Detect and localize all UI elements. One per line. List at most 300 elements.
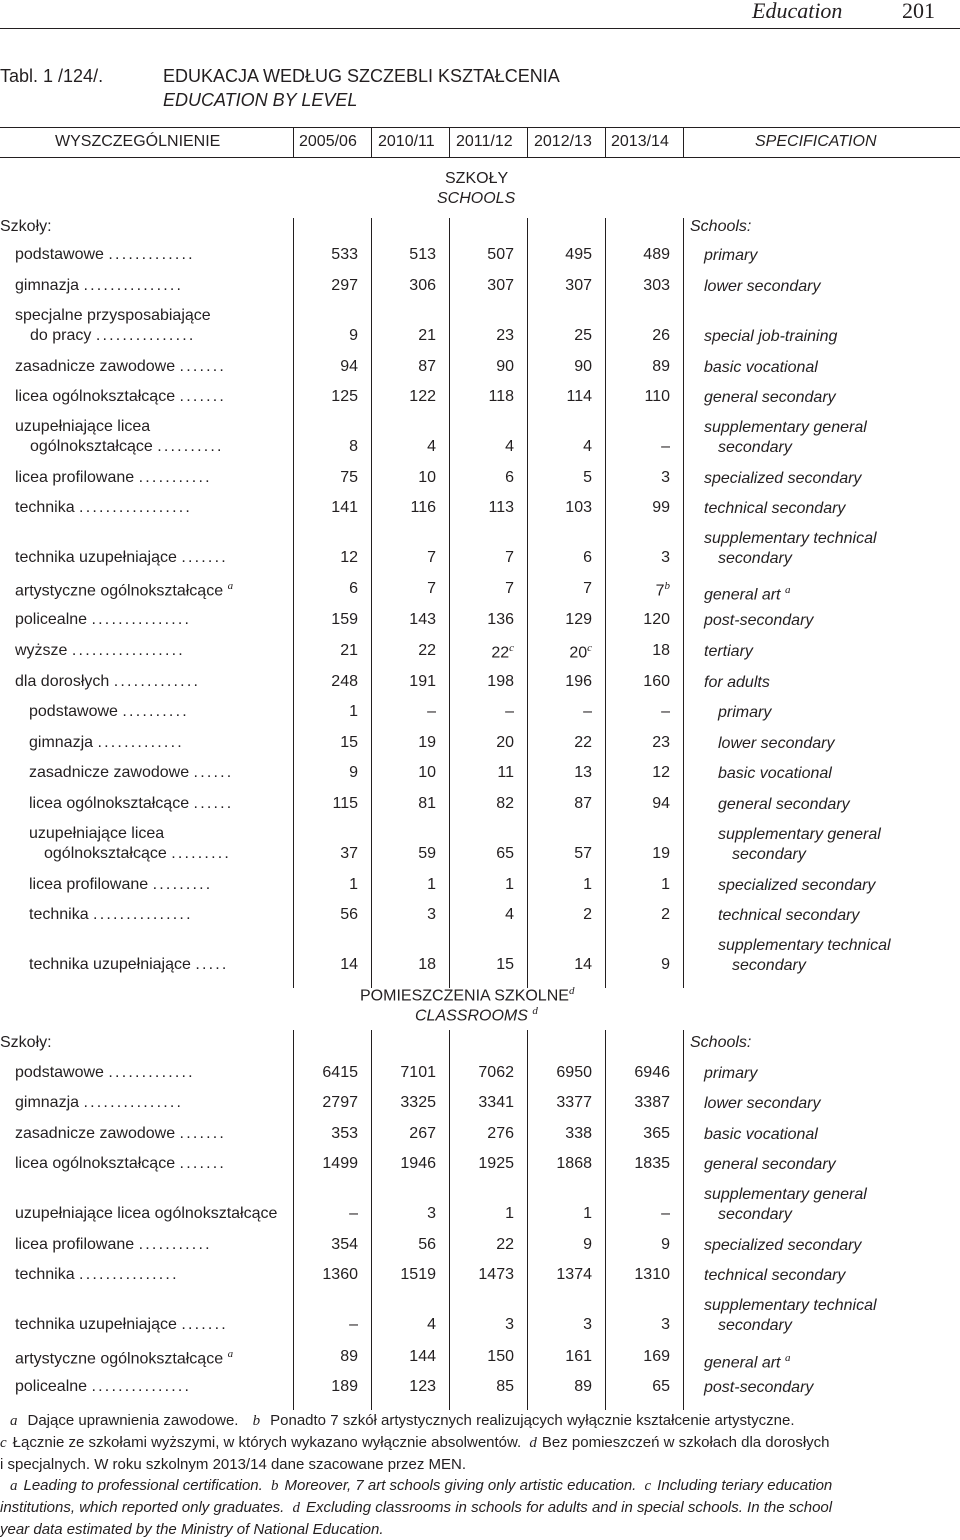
row-label-en-text: primary	[704, 247, 758, 264]
table-cell	[288, 549, 358, 567]
row-label-pl	[15, 1125, 226, 1143]
cell-value: 143	[409, 611, 436, 628]
cell-value: 13	[574, 764, 592, 781]
cell-value: 6	[583, 549, 592, 566]
section2-heading-pl-text: POMIESZCZENIA SZKOLNE	[360, 987, 569, 1005]
table-cell	[366, 764, 436, 782]
row-label-en	[704, 1064, 757, 1084]
cell-value: 6415	[322, 1064, 358, 1081]
row-label-en-text: general art	[704, 586, 781, 604]
table-cell	[600, 358, 670, 376]
cell-value: 489	[643, 246, 670, 263]
cell-value: 7	[655, 582, 665, 600]
table-cell	[366, 1378, 436, 1396]
row-label-pl	[29, 876, 212, 894]
cell-value: 1519	[400, 1266, 436, 1283]
table-cell	[444, 764, 514, 782]
row-label-en	[732, 845, 806, 865]
table-cell	[444, 703, 514, 721]
row-label-pl	[15, 246, 195, 264]
cell-value: 159	[331, 611, 358, 628]
column-divider	[683, 218, 684, 988]
table-cell	[366, 876, 436, 894]
row-label-pl: uzupełniające licea	[15, 418, 151, 435]
cell-value: 18	[652, 642, 670, 659]
leader-dots: .......	[179, 388, 227, 405]
cell-value: 306	[409, 277, 436, 294]
row-label-text: zasadnicze zawodowe	[29, 764, 190, 781]
cell-value: 6	[505, 469, 514, 486]
cell-value: 353	[331, 1125, 358, 1142]
table-cell	[444, 956, 514, 974]
cell-value: 297	[331, 277, 358, 294]
cell-value: 1	[349, 703, 358, 720]
section2-heading-pl	[360, 985, 574, 1005]
section2-heading-en	[415, 1005, 538, 1025]
cell-value: 15	[496, 956, 514, 973]
row-label-text: technika uzupełniające	[15, 1316, 177, 1333]
table-cell	[600, 764, 670, 782]
table-cell	[288, 876, 358, 894]
row-label-en	[704, 1348, 790, 1373]
row-label-text: podstawowe	[15, 1064, 104, 1081]
table-cell	[288, 438, 358, 456]
row-label-pl	[15, 1155, 226, 1173]
leader-dots: .............	[113, 673, 201, 690]
row-label-en	[704, 277, 821, 297]
cell-value: 1473	[478, 1266, 514, 1283]
row-label-pl	[15, 358, 226, 376]
table-cell	[600, 549, 670, 567]
table-cell	[366, 1094, 436, 1112]
row-label-en	[704, 1094, 821, 1114]
row-label-pl	[29, 764, 233, 782]
cell-value: 276	[487, 1125, 514, 1142]
leader-dots: .......	[179, 358, 227, 375]
table-cell	[366, 642, 436, 660]
cell-value: 307	[565, 277, 592, 294]
cell-value: 89	[574, 1378, 592, 1395]
table-cell	[522, 876, 592, 894]
table-cell	[444, 845, 514, 863]
row-label-text: uzupełniające licea ogólnokształcące	[15, 1205, 278, 1222]
row-label-en	[718, 1205, 792, 1225]
table-cell	[444, 795, 514, 813]
row-label-en: supplementary technical	[704, 530, 877, 547]
cell-value: 94	[340, 358, 358, 375]
cell-value: 3325	[400, 1094, 436, 1111]
table-cell	[600, 1348, 670, 1366]
table-cell	[600, 1266, 670, 1284]
row-label-pl	[30, 438, 224, 456]
table-cell	[366, 327, 436, 345]
row-label-pl	[44, 845, 231, 863]
table-cell	[522, 764, 592, 782]
table-cell	[288, 956, 358, 974]
row-label-en: supplementary general	[704, 1186, 867, 1203]
cell-value: 1	[661, 876, 670, 893]
table-cell	[522, 906, 592, 924]
table-cell	[522, 1266, 592, 1284]
table-cell	[600, 469, 670, 487]
table-cell	[288, 358, 358, 376]
cell-value: 22	[418, 642, 436, 659]
row-label-pl	[15, 1064, 195, 1082]
row-label-pl	[15, 549, 228, 567]
cell-value: 1	[505, 876, 514, 893]
cell-value: 1360	[322, 1266, 358, 1283]
cell-value: 267	[409, 1125, 436, 1142]
cell-value: 26	[652, 327, 670, 344]
row-label-en-text: technical secondary	[704, 500, 846, 517]
cell-value: 10	[418, 764, 436, 781]
row-label-text: zasadnicze zawodowe	[15, 1125, 176, 1142]
cell-value: 37	[340, 845, 358, 862]
row-label-en-text: specialized secondary	[704, 1237, 862, 1254]
table-cell	[444, 1155, 514, 1173]
cell-value: 9	[349, 764, 358, 781]
cell-value: 196	[565, 673, 592, 690]
table-cell	[366, 469, 436, 487]
row-label-en	[704, 642, 753, 662]
cell-value: –	[349, 1205, 358, 1222]
table-cell	[366, 795, 436, 813]
table-cell	[522, 1125, 592, 1143]
table-cell	[288, 388, 358, 406]
table-cell	[522, 1094, 592, 1112]
cell-value: 169	[643, 1348, 670, 1365]
footnote-letter: c	[0, 1435, 7, 1451]
row-label-en	[704, 1236, 861, 1256]
table-cell	[522, 327, 592, 345]
row-label-pl	[15, 499, 192, 517]
row-label-text: technika uzupełniające	[15, 549, 177, 566]
row-label-en	[718, 734, 835, 754]
footnote-letter: d	[529, 1435, 537, 1451]
cell-value: 94	[652, 795, 670, 812]
cell-value: 59	[418, 845, 436, 862]
table-cell	[444, 673, 514, 691]
table-cell	[444, 642, 514, 662]
column-divider	[293, 127, 294, 157]
cell-value: 10	[418, 469, 436, 486]
row-label-text: gimnazja	[15, 1094, 80, 1111]
footnote-ref: a	[227, 580, 234, 592]
table-cell	[288, 1266, 358, 1284]
cell-value: 12	[652, 764, 670, 781]
row-label-en-text: specialized secondary	[704, 470, 862, 487]
row-label-en-text: post-secondary	[704, 612, 814, 629]
table-cell	[366, 1266, 436, 1284]
cell-value: 1	[583, 876, 592, 893]
row-label-text: policealne	[15, 611, 88, 628]
table-cell	[522, 1236, 592, 1254]
cell-value: 7	[427, 549, 436, 566]
row-label-en-text: primary	[718, 704, 772, 721]
table-cell	[366, 388, 436, 406]
row-label-text: technika	[15, 1266, 75, 1283]
row-label-text: do pracy	[30, 327, 92, 344]
row-label-text: gimnazja	[29, 734, 94, 751]
cell-value: 9	[661, 1236, 670, 1253]
row-label-en-text: secondary	[732, 846, 806, 863]
leader-dots: ...............	[91, 611, 192, 628]
cell-value: 15	[340, 734, 358, 751]
cell-value: 513	[409, 246, 436, 263]
cell-value: 103	[565, 499, 592, 516]
cell-value: 2797	[322, 1094, 358, 1111]
leader-dots: .................	[71, 642, 185, 659]
cell-value: 14	[340, 956, 358, 973]
cell-value: 3	[661, 549, 670, 566]
cell-value: 307	[487, 277, 514, 294]
table-cell	[444, 1378, 514, 1396]
row-label-en	[718, 549, 792, 569]
table-cell	[600, 1064, 670, 1082]
cell-value: 22	[574, 734, 592, 751]
row-label-text: licea profilowane	[15, 469, 135, 486]
cell-value: 3	[427, 906, 436, 923]
row-label-en-text: basic vocational	[704, 359, 818, 376]
table-cell	[288, 1155, 358, 1173]
cell-value: 4	[427, 1316, 436, 1333]
table-cell	[444, 1348, 514, 1366]
leader-dots: ...........	[138, 469, 212, 486]
cell-value: 4	[505, 438, 514, 455]
group-label-pl: Szkoły:	[0, 1034, 52, 1051]
cell-value: 3387	[634, 1094, 670, 1111]
cell-value: 3	[661, 469, 670, 486]
cell-value: 18	[418, 956, 436, 973]
cell-value: 21	[340, 642, 358, 659]
cell-value: 56	[340, 906, 358, 923]
cell-value: 20	[569, 644, 588, 662]
table-cell	[522, 1316, 592, 1334]
row-label-en	[704, 388, 836, 408]
cell-value: 125	[331, 388, 358, 405]
cell-value: 1499	[322, 1155, 358, 1172]
row-label-en	[704, 611, 813, 631]
footnotes-pl	[0, 1410, 960, 1475]
row-label-text: licea ogólnokształcące	[15, 388, 176, 405]
row-label-en-text: lower secondary	[718, 735, 835, 752]
cell-value: 160	[643, 673, 670, 690]
table-cell	[600, 703, 670, 721]
column-header-top-rule	[0, 127, 960, 128]
row-label-pl	[15, 1266, 179, 1284]
row-label-pl	[29, 795, 233, 813]
table-cell	[600, 1155, 670, 1173]
table-cell	[366, 1125, 436, 1143]
cell-value: 7	[583, 580, 592, 597]
table-cell	[444, 1094, 514, 1112]
row-label-text: zasadnicze zawodowe	[15, 358, 176, 375]
cell-value: 1	[505, 1205, 514, 1222]
cell-value: 248	[331, 673, 358, 690]
cell-value: 365	[643, 1125, 670, 1142]
cell-value: 115	[332, 795, 358, 812]
cell-value: 14	[574, 956, 592, 973]
table-cell	[600, 1316, 670, 1334]
cell-value: 57	[574, 845, 592, 862]
table-cell	[444, 549, 514, 567]
row-label-pl	[15, 642, 185, 660]
footnote-ref: c	[587, 642, 592, 654]
table-cell	[366, 580, 436, 598]
leader-dots: ...........	[138, 1236, 212, 1253]
footnote-d-en: Excluding classrooms in schools for adults and in special schools. In the school	[306, 1499, 833, 1516]
cell-value: 1374	[556, 1266, 592, 1283]
table-cell	[522, 611, 592, 629]
table-cell	[522, 673, 592, 691]
cell-value: 65	[496, 845, 514, 862]
row-label-en-text: general secondary	[704, 1156, 836, 1173]
row-label-text: wyższe	[15, 642, 68, 659]
table-cell	[366, 438, 436, 456]
column-header-year: 2005/06	[299, 133, 357, 150]
table-cell	[366, 734, 436, 752]
table-cell	[522, 703, 592, 721]
footnote-b-pl: Ponadto 7 szkół artystycznych realizujących wyłącznie kształcenie artystyczne.	[270, 1412, 795, 1429]
row-label-text: gimnazja	[15, 277, 80, 294]
leader-dots: .............	[108, 1064, 195, 1081]
cell-value: 7	[427, 580, 436, 597]
footnote-c-en-cont: institutions, which reported only graduates.	[0, 1499, 285, 1516]
cell-value: 87	[574, 795, 592, 812]
row-label-en: supplementary general	[718, 826, 881, 843]
cell-value: 144	[409, 1348, 436, 1365]
footnote-a-en: Leading to professional certification.	[23, 1477, 263, 1494]
table-cell	[522, 438, 592, 456]
table-cell	[366, 673, 436, 691]
row-label-pl	[15, 388, 226, 406]
row-label-en-text: tertiary	[704, 643, 753, 660]
leader-dots: .................	[79, 499, 193, 516]
cell-value: 129	[565, 611, 592, 628]
table-cell	[366, 1064, 436, 1082]
row-label-text: licea profilowane	[29, 876, 149, 893]
leader-dots: ..........	[122, 703, 189, 720]
row-label-en-text: lower secondary	[704, 278, 821, 295]
cell-value: 90	[496, 358, 514, 375]
footnote-d-en-cont: year data estimated by the Ministry of National Education.	[0, 1521, 384, 1538]
table-cell	[288, 642, 358, 660]
row-label-en-text: secondary	[718, 1317, 792, 1334]
row-label-en: supplementary technical	[718, 937, 891, 954]
row-label-pl	[15, 673, 200, 691]
row-label-en-text: specialized secondary	[718, 877, 876, 894]
table-cell	[600, 246, 670, 264]
group-label-en: Schools:	[690, 218, 752, 235]
cell-value: 198	[487, 673, 514, 690]
row-label-en	[704, 327, 837, 347]
table-cell	[444, 1064, 514, 1082]
row-label-pl	[15, 1094, 183, 1112]
table-cell	[444, 499, 514, 517]
table-cell	[600, 642, 670, 660]
table-cell	[522, 499, 592, 517]
row-label-text: policealne	[15, 1378, 88, 1395]
table-cell	[288, 906, 358, 924]
table-cell	[288, 795, 358, 813]
table-title-en: EDUCATION BY LEVEL	[163, 90, 358, 110]
leader-dots: ...............	[83, 1094, 184, 1111]
footnote-ref: d	[568, 985, 575, 997]
row-label-en	[704, 673, 770, 693]
footnote-letter: a	[10, 1413, 18, 1429]
row-label-en	[704, 358, 818, 378]
section2-heading-en-text: CLASSROOMS	[415, 1007, 528, 1025]
row-label-text: ogólnokształcące	[30, 438, 153, 455]
cell-value: 9	[661, 956, 670, 973]
leader-dots: .....	[195, 956, 229, 973]
row-label-en: supplementary general	[704, 419, 867, 436]
row-label-text: dla dorosłych	[15, 673, 110, 690]
row-label-text: technika uzupełniające	[29, 956, 191, 973]
table-cell	[600, 327, 670, 345]
cell-value: 191	[409, 673, 436, 690]
cell-value: 11	[497, 764, 514, 781]
table-cell	[600, 1125, 670, 1143]
column-header-spec-pl: WYSZCZEGÓLNIENIE	[55, 133, 221, 150]
cell-value: –	[505, 703, 514, 720]
table-cell	[288, 327, 358, 345]
header-rule	[0, 28, 960, 29]
cell-value: 6950	[556, 1064, 592, 1081]
cell-value: 5	[583, 469, 592, 486]
row-label-pl	[15, 1378, 191, 1396]
table-cell	[366, 499, 436, 517]
table-cell	[366, 277, 436, 295]
row-label-en-text: secondary	[732, 957, 806, 974]
table-cell	[366, 611, 436, 629]
table-cell	[444, 277, 514, 295]
leader-dots: .........	[152, 876, 213, 893]
footnote-ref: a	[784, 1352, 791, 1364]
table-cell	[600, 956, 670, 974]
row-label-text: artystyczne ogólnokształcące	[15, 582, 224, 600]
cell-value: –	[661, 1205, 670, 1222]
row-label-en-text: technical secondary	[718, 907, 860, 924]
table-cell	[444, 246, 514, 264]
table-cell	[522, 469, 592, 487]
row-label-en-text: general secondary	[704, 389, 836, 406]
footnote-ref: a	[227, 1348, 234, 1360]
cell-value: 22	[491, 644, 510, 662]
cell-value: 495	[565, 246, 592, 263]
table-cell	[522, 1348, 592, 1366]
cell-value: 1	[583, 1205, 592, 1222]
table-cell	[366, 549, 436, 567]
cell-value: 65	[652, 1378, 670, 1395]
table-cell	[522, 580, 592, 598]
cell-value: –	[427, 703, 436, 720]
cell-value: 120	[643, 611, 670, 628]
table-cell	[366, 1316, 436, 1334]
table-cell	[600, 734, 670, 752]
leader-dots: ...............	[79, 1266, 179, 1283]
column-divider	[527, 127, 528, 157]
table-cell	[522, 549, 592, 567]
cell-value: –	[349, 1316, 358, 1333]
footnote-c-pl: Łącznie ze szkołami wyższymi, w których wykazano wyłącznie absolwentów.	[12, 1434, 522, 1451]
row-label-en-text: technical secondary	[704, 1267, 846, 1284]
row-label-pl	[29, 956, 229, 974]
table-cell	[366, 906, 436, 924]
column-divider	[371, 127, 372, 157]
table-cell	[444, 580, 514, 598]
row-label-en	[718, 1316, 792, 1336]
